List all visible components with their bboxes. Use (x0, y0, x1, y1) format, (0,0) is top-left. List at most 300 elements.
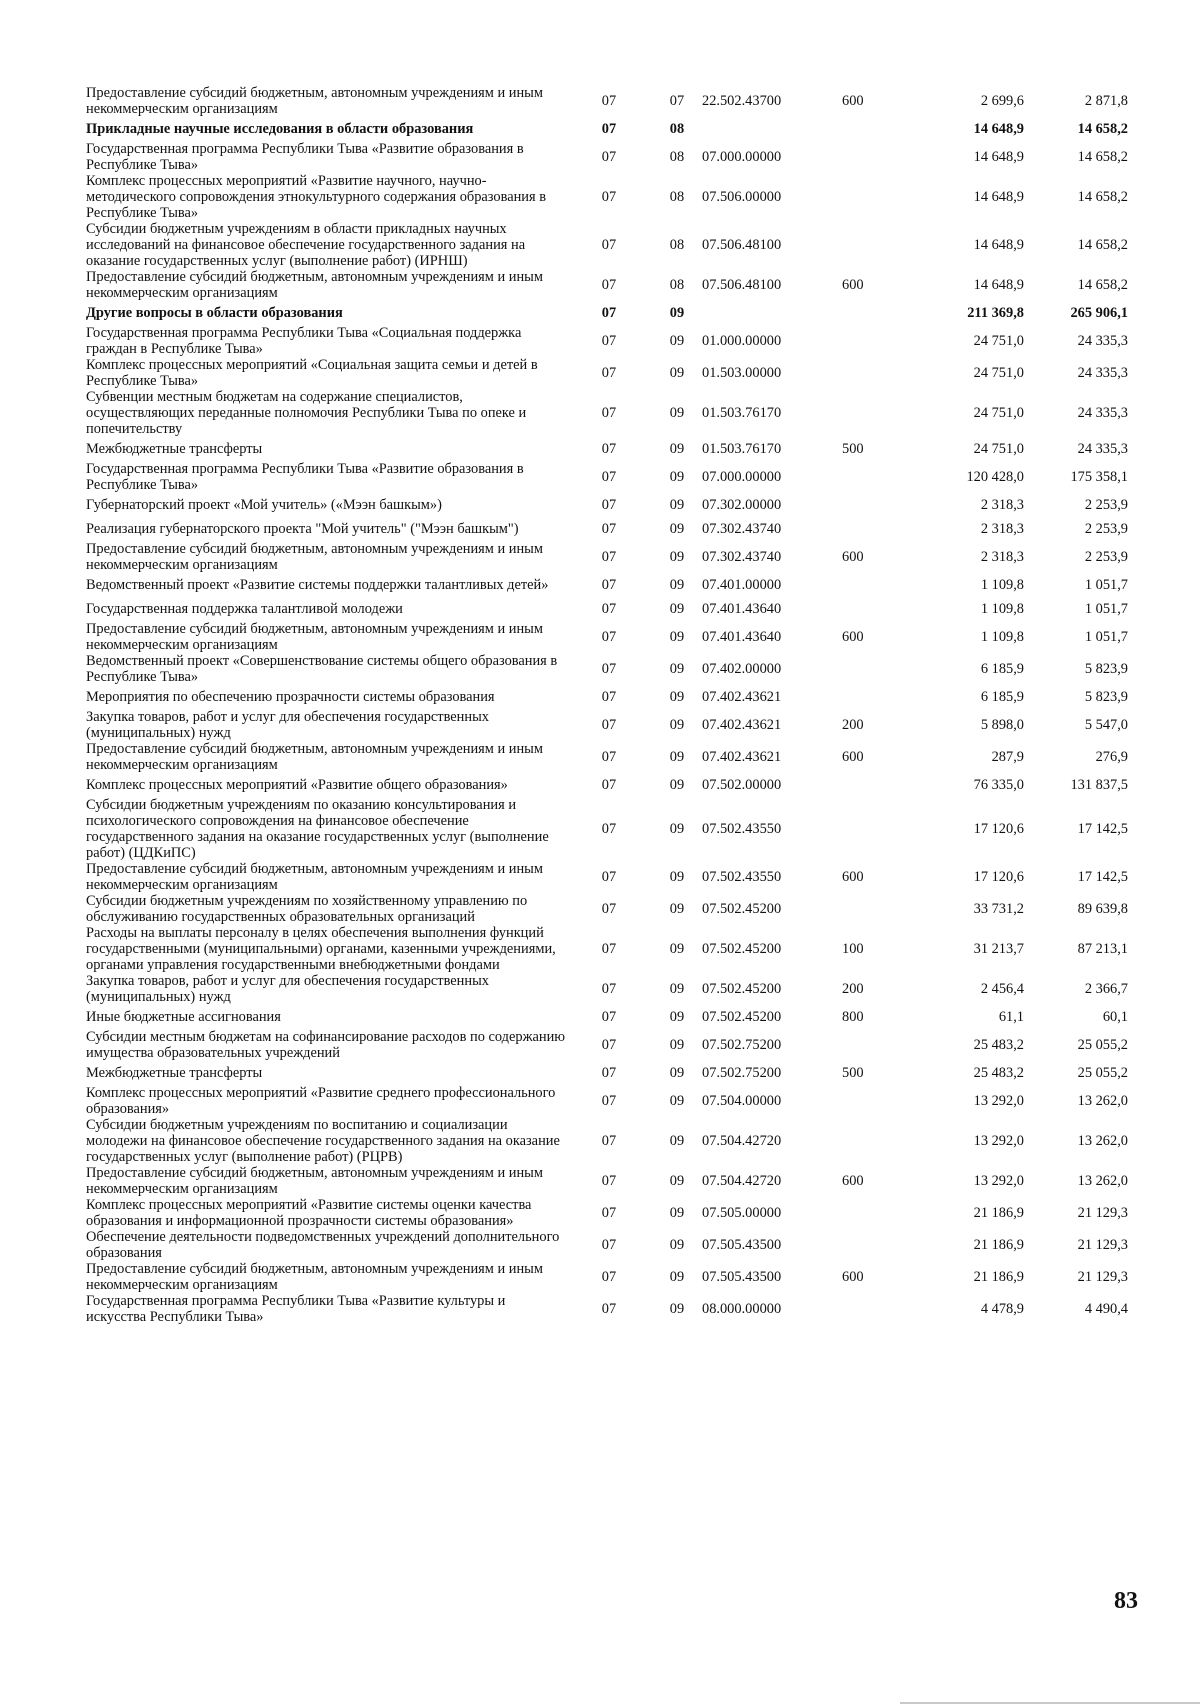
table-row (86, 541, 1128, 573)
expense-name-cell: Межбюджетные трансферты (86, 441, 263, 457)
expense-type-cell (842, 221, 890, 269)
table-row (86, 861, 1128, 893)
amount-year1-cell: 14 648,9 (973, 277, 1024, 293)
target-article-cell: 07.504.00000 (702, 1093, 782, 1109)
amount-year1-cell: 2 456,4 (980, 981, 1024, 997)
target-article-cell: 07.502.45200 (702, 901, 782, 917)
table-row (86, 925, 1128, 973)
expense-type-cell (842, 173, 890, 221)
target-article-cell: 07.502.45200 (702, 981, 782, 997)
expense-name-cell: Межбюджетные трансферты (86, 1065, 263, 1081)
amount-year2-cell: 1 051,7 (1084, 629, 1128, 645)
expense-name-cell: Субвенции местным бюджетам на содержание специалистов, осуществляющих переданные полномочия Республики Тыва по опеке и попечительству (86, 389, 527, 437)
amount-year1-cell: 76 335,0 (973, 777, 1024, 793)
subsection-code-cell: 09 (669, 1173, 685, 1189)
amount-year2-cell: 60,1 (1102, 1009, 1128, 1025)
expense-name-cell: Комплекс процессных мероприятий «Развитие общего образования» (86, 777, 508, 793)
amount-year1-cell: 14 648,9 (973, 237, 1024, 253)
expense-name-cell: Комплекс процессных мероприятий «Социальная защита семьи и детей в Республике Тыва» (86, 357, 538, 389)
section-code-cell: 07 (601, 121, 617, 137)
table-row (86, 437, 1128, 461)
subsection-code-cell: 09 (669, 1009, 685, 1025)
expense-name-cell: Предоставление субсидий бюджетным, автономным учреждениям и иным некоммерческим организациям (86, 621, 543, 653)
expense-type-cell (842, 325, 890, 357)
target-article-cell: 01.503.76170 (702, 405, 782, 421)
expense-name-cell: Губернаторский проект «Мой учитель» («Мээн башкым») (86, 497, 442, 513)
section-code-cell: 07 (601, 365, 617, 381)
expense-type-cell: 200 (842, 717, 864, 733)
target-article-cell (702, 117, 842, 141)
table-row (86, 85, 1128, 117)
expense-type-cell: 500 (842, 441, 864, 457)
table-row (86, 1029, 1128, 1061)
subsection-code-cell: 08 (669, 189, 685, 205)
expense-name-cell: Комплекс процессных мероприятий «Развитие научного, научно-методического сопровождения этнокультурного содержания образования в Республике Тыва» (86, 173, 546, 221)
expense-type-cell: 600 (842, 549, 864, 565)
amount-year1-cell: 6 185,9 (980, 661, 1024, 677)
section-code-cell: 07 (601, 521, 617, 537)
expense-name-cell: Государственная программа Республики Тыва «Развитие образования в Республике Тыва» (86, 141, 524, 173)
expense-type-cell (842, 389, 890, 437)
subsection-code-cell: 09 (669, 549, 685, 565)
section-code-cell: 07 (601, 305, 617, 321)
expense-type-cell: 600 (842, 93, 864, 109)
target-article-cell: 07.402.00000 (702, 661, 782, 677)
table-row (86, 709, 1128, 741)
subsection-code-cell: 09 (669, 981, 685, 997)
amount-year1-cell: 5 898,0 (980, 717, 1024, 733)
expense-type-cell: 500 (842, 1065, 864, 1081)
target-article-cell: 01.000.00000 (702, 333, 782, 349)
amount-year2-cell: 14 658,2 (1077, 277, 1128, 293)
expense-name-cell: Ведомственный проект «Развитие системы поддержки талантливых детей» (86, 577, 549, 593)
amount-year1-cell: 287,9 (991, 749, 1024, 765)
target-article-cell: 01.503.76170 (702, 441, 782, 457)
table-row (86, 117, 1128, 141)
amount-year1-cell: 17 120,6 (973, 821, 1024, 837)
table-row (86, 1293, 1128, 1325)
amount-year2-cell: 276,9 (1095, 749, 1128, 765)
section-code-cell: 07 (601, 1173, 617, 1189)
expense-type-cell (842, 773, 890, 797)
expense-type-cell (842, 1293, 890, 1325)
target-article-cell: 08.000.00000 (702, 1301, 782, 1317)
section-code-cell: 07 (601, 441, 617, 457)
section-code-cell: 07 (601, 1093, 617, 1109)
target-article-cell: 07.502.45200 (702, 941, 782, 957)
subsection-code-cell: 09 (669, 365, 685, 381)
amount-year1-cell: 2 699,6 (980, 93, 1024, 109)
subsection-code-cell: 09 (669, 717, 685, 733)
section-code-cell: 07 (601, 237, 617, 253)
amount-year1-cell: 21 186,9 (973, 1269, 1024, 1285)
table-row (86, 797, 1128, 861)
target-article-cell: 07.502.00000 (702, 777, 782, 793)
expense-name-cell: Субсидии бюджетным учреждениям в области прикладных научных исследований на финансовое обеспечение государственного задания на оказание государственных услуг (выполнение работ) (ИРНШ) (86, 221, 526, 269)
subsection-code-cell: 09 (669, 1093, 685, 1109)
table-row (86, 1197, 1128, 1229)
expense-name-cell: Расходы на выплаты персоналу в целях обеспечения выполнения функций государственными (муниципальными) органами, казенными учреждениями, органами управления государственными внебюджетными фондами (86, 925, 556, 973)
subsection-code-cell: 09 (669, 521, 685, 537)
target-article-cell: 07.302.00000 (702, 497, 782, 513)
table-row (86, 1005, 1128, 1029)
amount-year2-cell: 265 906,1 (1070, 305, 1128, 321)
table-row (86, 773, 1128, 797)
subsection-code-cell: 09 (669, 1133, 685, 1149)
amount-year2-cell: 24 335,3 (1077, 405, 1128, 421)
page-number: 83 (1114, 1588, 1138, 1614)
subsection-code-cell: 09 (669, 1205, 685, 1221)
expense-type-cell (842, 653, 890, 685)
expense-name-cell: Предоставление субсидий бюджетным, автономным учреждениям и иным некоммерческим организациям (86, 1165, 543, 1197)
amount-year1-cell: 1 109,8 (980, 601, 1024, 617)
amount-year2-cell: 17 142,5 (1077, 821, 1128, 837)
target-article-cell: 01.503.00000 (702, 365, 782, 381)
amount-year1-cell: 13 292,0 (973, 1093, 1024, 1109)
target-article-cell (702, 301, 842, 325)
subsection-code-cell: 09 (669, 941, 685, 957)
expense-name-cell: Субсидии местным бюджетам на софинансирование расходов по содержанию имущества образовательных учреждений (86, 1029, 566, 1061)
target-article-cell: 07.506.48100 (702, 277, 782, 293)
expense-name-cell: Закупка товаров, работ и услуг для обеспечения государственных (муниципальных) нужд (86, 709, 489, 741)
target-article-cell: 07.000.00000 (702, 149, 782, 165)
amount-year2-cell: 2 366,7 (1084, 981, 1128, 997)
amount-year1-cell: 24 751,0 (973, 441, 1024, 457)
table-row (86, 621, 1128, 653)
expense-type-cell (842, 1085, 890, 1117)
expense-name-cell: Предоставление субсидий бюджетным, автономным учреждениям и иным некоммерческим организациям (86, 269, 543, 301)
amount-year2-cell: 89 639,8 (1077, 901, 1128, 917)
target-article-cell: 07.401.43640 (702, 629, 782, 645)
section-code-cell: 07 (601, 1009, 617, 1025)
section-code-cell: 07 (601, 601, 617, 617)
table-row (86, 1229, 1128, 1261)
amount-year1-cell: 2 318,3 (980, 521, 1024, 537)
table-row (86, 493, 1128, 517)
amount-year1-cell: 25 483,2 (973, 1065, 1024, 1081)
expense-name-cell: Государственная поддержка талантливой молодежи (86, 601, 403, 617)
amount-year1-cell: 33 731,2 (973, 901, 1024, 917)
amount-year1-cell: 211 369,8 (967, 305, 1024, 321)
table-row (86, 301, 1128, 325)
expense-name-cell: Мероприятия по обеспечению прозрачности системы образования (86, 689, 495, 705)
subsection-code-cell: 07 (669, 93, 685, 109)
section-code-cell: 07 (601, 577, 617, 593)
amount-year1-cell: 14 648,9 (973, 189, 1024, 205)
amount-year2-cell: 175 358,1 (1070, 469, 1128, 485)
expense-type-cell: 600 (842, 277, 864, 293)
amount-year2-cell: 14 658,2 (1077, 237, 1128, 253)
amount-year2-cell: 2 253,9 (1084, 521, 1128, 537)
budget-table (86, 85, 1128, 1325)
expense-type-cell (842, 573, 890, 597)
amount-year2-cell: 5 823,9 (1084, 661, 1128, 677)
table-row (86, 597, 1128, 621)
subsection-code-cell: 09 (669, 1269, 685, 1285)
expense-name-cell: Закупка товаров, работ и услуг для обеспечения государственных (муниципальных) нужд (86, 973, 489, 1005)
target-article-cell: 07.302.43740 (702, 521, 782, 537)
target-article-cell: 07.505.43500 (702, 1269, 782, 1285)
amount-year1-cell: 17 120,6 (973, 869, 1024, 885)
target-article-cell: 07.302.43740 (702, 549, 782, 565)
amount-year2-cell: 13 262,0 (1077, 1093, 1128, 1109)
subsection-code-cell: 09 (669, 1301, 685, 1317)
expense-type-cell (842, 493, 890, 517)
subsection-code-cell: 09 (669, 333, 685, 349)
amount-year1-cell: 21 186,9 (973, 1237, 1024, 1253)
amount-year1-cell: 1 109,8 (980, 577, 1024, 593)
expense-name-cell: Ведомственный проект «Совершенствование системы общего образования в Республике Тыва» (86, 653, 558, 685)
expense-type-cell: 200 (842, 981, 864, 997)
subsection-code-cell: 08 (669, 237, 685, 253)
expense-name-cell: Субсидии бюджетным учреждениям по воспитанию и социализации молодежи на финансовое обеспечение государственного задания на оказание государственных услуг (выполнение работ) (РЦРВ) (86, 1117, 560, 1165)
table-row (86, 461, 1128, 493)
section-code-cell: 07 (601, 981, 617, 997)
expense-name-cell: Комплекс процессных мероприятий «Развитие среднего профессионального образования» (86, 1085, 556, 1117)
expense-name-cell: Комплекс процессных мероприятий «Развитие системы оценки качества образования и информационной прозрачности системы образования» (86, 1197, 532, 1229)
section-code-cell: 07 (601, 93, 617, 109)
amount-year1-cell: 4 478,9 (980, 1301, 1024, 1317)
section-code-cell: 07 (601, 549, 617, 565)
amount-year2-cell: 14 658,2 (1077, 121, 1128, 137)
expense-type-cell: 600 (842, 1269, 864, 1285)
amount-year2-cell: 14 658,2 (1077, 189, 1128, 205)
amount-year1-cell: 21 186,9 (973, 1205, 1024, 1221)
target-article-cell: 07.502.45200 (702, 1009, 782, 1025)
subsection-code-cell: 09 (669, 305, 685, 321)
subsection-code-cell: 09 (669, 441, 685, 457)
subsection-code-cell: 09 (669, 405, 685, 421)
subsection-code-cell: 09 (669, 469, 685, 485)
section-code-cell: 07 (601, 1037, 617, 1053)
expense-type-cell (842, 1029, 890, 1061)
subsection-code-cell: 09 (669, 777, 685, 793)
amount-year2-cell: 21 129,3 (1077, 1205, 1128, 1221)
table-row (86, 973, 1128, 1005)
expense-type-cell: 600 (842, 869, 864, 885)
subsection-code-cell: 09 (669, 749, 685, 765)
amount-year1-cell: 1 109,8 (980, 629, 1024, 645)
target-article-cell: 22.502.43700 (702, 93, 782, 109)
expense-name-cell: Субсидии бюджетным учреждениям по оказанию консультирования и психологического сопровождения на финансовое обеспечение государственного задания на оказание государственных услуг (выполнение работ) (ЦДКиПС) (86, 797, 549, 861)
expense-name-cell: Иные бюджетные ассигнования (86, 1009, 281, 1025)
table-row (86, 1165, 1128, 1197)
section-code-cell: 07 (601, 717, 617, 733)
target-article-cell: 07.000.00000 (702, 469, 782, 485)
expense-name-cell: Прикладные научные исследования в области образования (86, 121, 474, 137)
amount-year2-cell: 2 871,8 (1084, 93, 1128, 109)
expense-name-cell: Государственная программа Республики Тыва «Развитие образования в Республике Тыва» (86, 461, 524, 493)
expense-name-cell: Предоставление субсидий бюджетным, автономным учреждениям и иным некоммерческим организациям (86, 741, 543, 773)
section-code-cell: 07 (601, 497, 617, 513)
table-row (86, 325, 1128, 357)
table-row (86, 141, 1128, 173)
amount-year1-cell: 14 648,9 (973, 149, 1024, 165)
subsection-code-cell: 09 (669, 577, 685, 593)
amount-year1-cell: 31 213,7 (973, 941, 1024, 957)
scan-edge-line (900, 1702, 1200, 1704)
amount-year2-cell: 21 129,3 (1077, 1237, 1128, 1253)
amount-year2-cell: 25 055,2 (1077, 1037, 1128, 1053)
budget-table-body (86, 85, 1128, 1325)
table-row (86, 1085, 1128, 1117)
amount-year2-cell: 4 490,4 (1084, 1301, 1128, 1317)
amount-year1-cell: 13 292,0 (973, 1173, 1024, 1189)
expense-name-cell: Обеспечение деятельности подведомственных учреждений дополнительного образования (86, 1229, 560, 1261)
amount-year1-cell: 2 318,3 (980, 497, 1024, 513)
target-article-cell: 07.506.00000 (702, 189, 782, 205)
expense-name-cell: Предоставление субсидий бюджетным, автономным учреждениям и иным некоммерческим организациям (86, 85, 543, 117)
amount-year1-cell: 24 751,0 (973, 405, 1024, 421)
section-code-cell: 07 (601, 629, 617, 645)
subsection-code-cell: 08 (669, 149, 685, 165)
section-code-cell: 07 (601, 1133, 617, 1149)
table-row (86, 517, 1128, 541)
amount-year2-cell: 17 142,5 (1077, 869, 1128, 885)
expense-type-cell (842, 141, 890, 173)
amount-year2-cell: 13 262,0 (1077, 1133, 1128, 1149)
section-code-cell: 07 (601, 1065, 617, 1081)
expense-type-cell (842, 797, 890, 861)
expense-type-cell (842, 597, 890, 621)
section-code-cell: 07 (601, 749, 617, 765)
expense-name-cell: Предоставление субсидий бюджетным, автономным учреждениям и иным некоммерческим организациям (86, 1261, 543, 1293)
target-article-cell: 07.502.43550 (702, 869, 782, 885)
subsection-code-cell: 09 (669, 869, 685, 885)
subsection-code-cell: 09 (669, 1037, 685, 1053)
section-code-cell: 07 (601, 689, 617, 705)
amount-year2-cell: 24 335,3 (1077, 441, 1128, 457)
expense-name-cell: Государственная программа Республики Тыва «Социальная поддержка граждан в Республике Тыва» (86, 325, 522, 357)
section-code-cell: 07 (601, 189, 617, 205)
table-row (86, 389, 1128, 437)
subsection-code-cell: 09 (669, 497, 685, 513)
expense-type-cell (842, 461, 890, 493)
amount-year1-cell: 25 483,2 (973, 1037, 1024, 1053)
amount-year1-cell: 14 648,9 (973, 121, 1024, 137)
amount-year2-cell: 25 055,2 (1077, 1065, 1128, 1081)
table-row (86, 1061, 1128, 1085)
section-code-cell: 07 (601, 149, 617, 165)
expense-type-cell: 600 (842, 749, 864, 765)
table-row (86, 741, 1128, 773)
subsection-code-cell: 09 (669, 1065, 685, 1081)
expense-type-cell: 800 (842, 1009, 864, 1025)
section-code-cell: 07 (601, 777, 617, 793)
amount-year2-cell: 87 213,1 (1077, 941, 1128, 957)
target-article-cell: 07.505.00000 (702, 1205, 782, 1221)
section-code-cell: 07 (601, 469, 617, 485)
subsection-code-cell: 09 (669, 601, 685, 617)
amount-year1-cell: 6 185,9 (980, 689, 1024, 705)
subsection-code-cell: 08 (669, 121, 685, 137)
table-row (86, 173, 1128, 221)
subsection-code-cell: 09 (669, 1237, 685, 1253)
expense-type-cell (842, 301, 890, 325)
subsection-code-cell: 09 (669, 629, 685, 645)
amount-year2-cell: 21 129,3 (1077, 1269, 1128, 1285)
amount-year2-cell: 2 253,9 (1084, 549, 1128, 565)
expense-type-cell (842, 517, 890, 541)
amount-year2-cell: 24 335,3 (1077, 365, 1128, 381)
expense-type-cell: 600 (842, 1173, 864, 1189)
amount-year2-cell: 131 837,5 (1070, 777, 1128, 793)
table-row (86, 269, 1128, 301)
amount-year1-cell: 24 751,0 (973, 365, 1024, 381)
expense-name-cell: Государственная программа Республики Тыва «Развитие культуры и искусства Республики Тыва» (86, 1293, 506, 1325)
amount-year1-cell: 2 318,3 (980, 549, 1024, 565)
amount-year2-cell: 24 335,3 (1077, 333, 1128, 349)
amount-year2-cell: 14 658,2 (1077, 149, 1128, 165)
amount-year2-cell: 1 051,7 (1084, 601, 1128, 617)
target-article-cell: 07.402.43621 (702, 689, 782, 705)
subsection-code-cell: 09 (669, 661, 685, 677)
amount-year1-cell: 13 292,0 (973, 1133, 1024, 1149)
expense-type-cell (842, 357, 890, 389)
section-code-cell: 07 (601, 1269, 617, 1285)
subsection-code-cell: 09 (669, 901, 685, 917)
section-code-cell: 07 (601, 1237, 617, 1253)
target-article-cell: 07.402.43621 (702, 749, 782, 765)
expense-type-cell (842, 1117, 890, 1165)
table-row (86, 893, 1128, 925)
expense-type-cell (842, 117, 890, 141)
section-code-cell: 07 (601, 869, 617, 885)
section-code-cell: 07 (601, 901, 617, 917)
amount-year1-cell: 120 428,0 (966, 469, 1024, 485)
amount-year2-cell: 5 547,0 (1084, 717, 1128, 733)
amount-year2-cell: 1 051,7 (1084, 577, 1128, 593)
subsection-code-cell: 09 (669, 821, 685, 837)
target-article-cell: 07.504.42720 (702, 1133, 782, 1149)
section-code-cell: 07 (601, 821, 617, 837)
section-code-cell: 07 (601, 277, 617, 293)
target-article-cell: 07.504.42720 (702, 1173, 782, 1189)
expense-name-cell: Предоставление субсидий бюджетным, автономным учреждениям и иным некоммерческим организациям (86, 541, 543, 573)
table-row (86, 1261, 1128, 1293)
amount-year1-cell: 61,1 (998, 1009, 1024, 1025)
section-code-cell: 07 (601, 941, 617, 957)
table-row (86, 653, 1128, 685)
section-code-cell: 07 (601, 1205, 617, 1221)
amount-year2-cell: 13 262,0 (1077, 1173, 1128, 1189)
table-row (86, 357, 1128, 389)
expense-type-cell (842, 1229, 890, 1261)
target-article-cell: 07.502.75200 (702, 1065, 782, 1081)
target-article-cell: 07.502.43550 (702, 821, 782, 837)
section-code-cell: 07 (601, 405, 617, 421)
expense-type-cell: 600 (842, 629, 864, 645)
amount-year2-cell: 2 253,9 (1084, 497, 1128, 513)
table-row (86, 685, 1128, 709)
expense-name-cell: Другие вопросы в области образования (86, 305, 343, 321)
section-code-cell: 07 (601, 333, 617, 349)
expense-type-cell: 100 (842, 941, 864, 957)
expense-name-cell: Субсидии бюджетным учреждениям по хозяйственному управлению по обслуживанию государственных образовательных организаций (86, 893, 528, 925)
target-article-cell: 07.402.43621 (702, 717, 782, 733)
expense-name-cell: Предоставление субсидий бюджетным, автономным учреждениям и иным некоммерческим организациям (86, 861, 543, 893)
expense-name-cell: Реализация губернаторского проекта "Мой учитель" ("Мээн башкым") (86, 521, 519, 537)
subsection-code-cell: 09 (669, 689, 685, 705)
target-article-cell: 07.502.75200 (702, 1037, 782, 1053)
table-row (86, 1117, 1128, 1165)
table-row (86, 221, 1128, 269)
target-article-cell: 07.401.43640 (702, 601, 782, 617)
subsection-code-cell: 08 (669, 277, 685, 293)
section-code-cell: 07 (601, 661, 617, 677)
amount-year2-cell: 5 823,9 (1084, 689, 1128, 705)
expense-type-cell (842, 1197, 890, 1229)
